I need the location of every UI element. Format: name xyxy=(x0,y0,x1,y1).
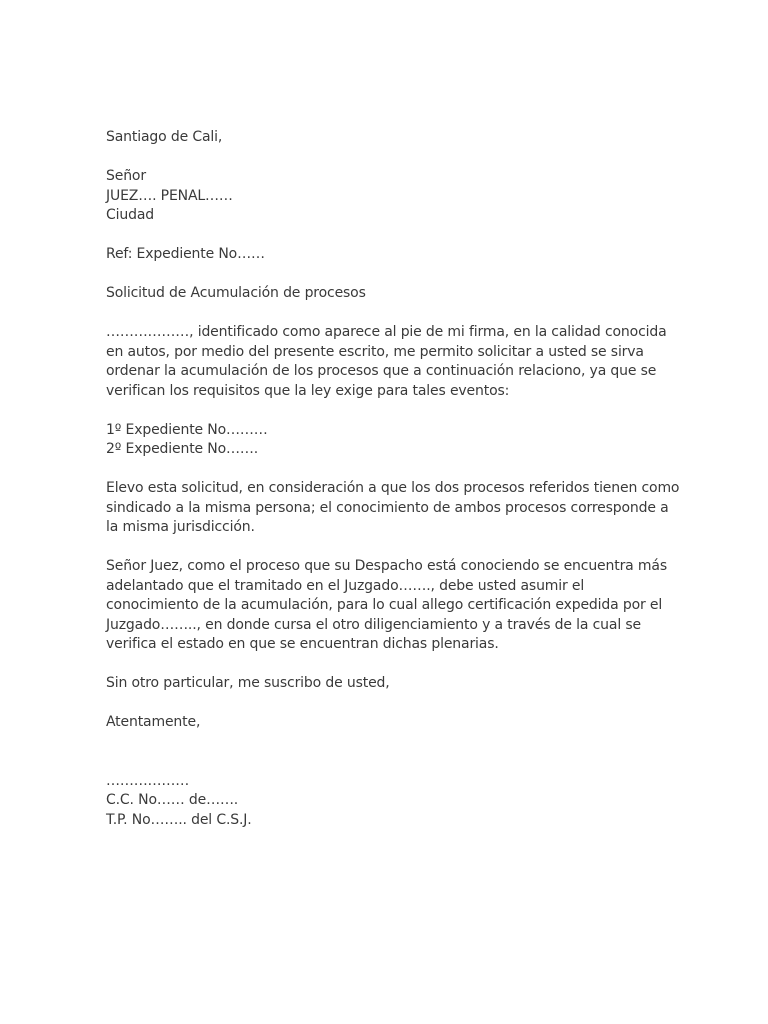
paragraph-request xyxy=(106,323,686,401)
subject-line: Solicitud de Acumulación de procesos xyxy=(106,285,366,301)
recipient-court: JUEZ…. PENAL…… xyxy=(106,187,233,204)
reference-block xyxy=(106,245,686,265)
closing-line: Sin otro particular, me suscribo de usted, xyxy=(106,675,390,691)
file-list xyxy=(106,421,686,460)
paragraph-line: verifica el estado en que se encuentran dichas plenarias. xyxy=(106,636,499,652)
paragraph-line: Juzgado…….., en donde cursa el otro diligenciamiento y a través de la cual se xyxy=(106,616,641,633)
paragraph-line: la misma jurisdicción. xyxy=(106,519,255,535)
paragraph-line: sindicado a la misma persona; el conocimiento de ambos procesos corresponde a xyxy=(106,499,669,516)
letter-document xyxy=(106,128,686,850)
city-date-line xyxy=(106,128,686,148)
reference-line: Ref: Expediente No…… xyxy=(106,246,265,262)
subject-block xyxy=(106,284,686,304)
paragraph-line: adelantado que el tramitado en el Juzgado……., debe usted asumir el xyxy=(106,577,585,594)
signature-name: ……………… xyxy=(106,772,190,789)
paragraph-justification xyxy=(106,479,686,538)
paragraph-line: en autos, por medio del presente escrito, me permito solicitar a usted se sirva xyxy=(106,343,644,360)
recipient-city: Ciudad xyxy=(106,207,154,223)
salutation-line: Atentamente, xyxy=(106,714,201,730)
file-item: 1º Expediente No……… xyxy=(106,421,268,438)
paragraph-line: conocimiento de la acumulación, para lo cual allego certificación expedida por el xyxy=(106,597,663,613)
paragraph-line: Elevo esta solicitud, en consideración a que los dos procesos referidos tienen como xyxy=(106,480,680,496)
closing-block xyxy=(106,674,686,694)
file-item: 2º Expediente No……. xyxy=(106,441,259,457)
paragraph-line: Señor Juez, como el proceso que su Despacho está conociendo se encuentra más xyxy=(106,558,667,574)
paragraph-line: ordenar la acumulación de los procesos que a continuación relaciono, ya que se xyxy=(106,363,657,379)
recipient-block xyxy=(106,167,686,226)
signature-id: C.C. No…… de……. xyxy=(106,792,239,808)
salutation-block xyxy=(106,713,686,733)
recipient-title: Señor xyxy=(106,168,146,184)
paragraph-jurisdiction xyxy=(106,557,686,655)
signature-license: T.P. No…….. del C.S.J. xyxy=(106,811,252,828)
city-date: Santiago de Cali, xyxy=(106,129,223,145)
signature-block xyxy=(106,772,686,831)
paragraph-line: verifican los requisitos que la ley exige para tales eventos: xyxy=(106,382,510,399)
paragraph-line: ………………, identificado como aparece al pie de mi firma, en la calidad conocida xyxy=(106,324,667,340)
